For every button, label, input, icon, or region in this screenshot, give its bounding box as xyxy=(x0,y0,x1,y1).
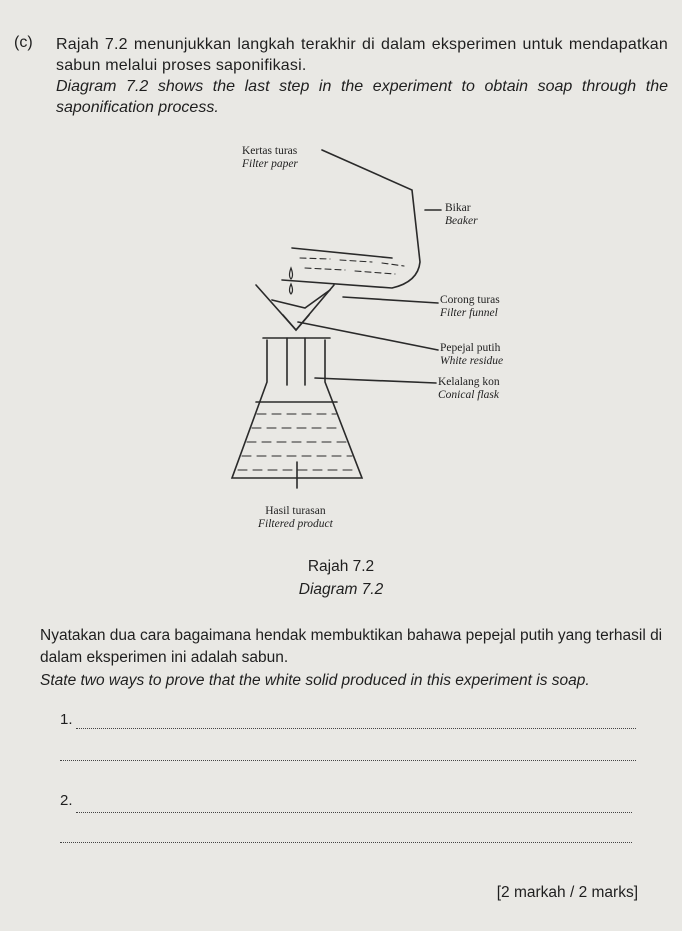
answer-line-1b[interactable] xyxy=(60,760,636,761)
label-residue-en: White residue xyxy=(440,355,504,367)
question-stem-malay: Rajah 7.2 menunjukkan langkah terakhir di dalam eksperimen untuk mendapatkan sabun melalui proses saponifikasi. xyxy=(56,36,668,74)
label-funnel-ms: Corong turas xyxy=(440,294,500,306)
question-stem-english: Diagram 7.2 shows the last step in the experiment to obtain soap through the saponification process. xyxy=(56,78,668,116)
label-beaker-ms: Bikar xyxy=(445,202,471,214)
question-label: (c) xyxy=(14,34,33,51)
answer-line-2b[interactable] xyxy=(60,842,632,843)
answer-line-1a[interactable] xyxy=(76,728,636,729)
drop-2 xyxy=(290,284,293,294)
label-beaker xyxy=(445,202,478,228)
label-conical-flask xyxy=(438,376,500,402)
diagram-caption-malay: Rajah 7.2 xyxy=(307,558,375,575)
label-white-residue xyxy=(440,342,503,368)
answer-number-2: 2. xyxy=(60,792,73,809)
label-filter-paper xyxy=(242,145,298,171)
label-filtered-product xyxy=(258,505,333,531)
instruction-malay: Nyatakan dua cara bagaimana hendak membuktikan bahawa pepejal putih yang terhasil di dalam eksperimen ini adalah sabun. xyxy=(40,627,663,666)
answer-line-2a[interactable] xyxy=(76,812,632,813)
label-funnel-en: Filter funnel xyxy=(440,307,498,319)
label-residue-ms: Pepejal putih xyxy=(440,342,501,354)
label-beaker-en: Beaker xyxy=(445,215,478,227)
marks-label: [2 markah / 2 marks] xyxy=(496,884,638,901)
answer-number-1: 1. xyxy=(60,711,73,728)
instruction-english: State two ways to prove that the white solid produced in this experiment is soap. xyxy=(40,672,590,689)
label-filter-funnel xyxy=(440,294,500,320)
drop-1 xyxy=(290,268,293,279)
label-flask-en: Conical flask xyxy=(438,389,500,401)
label-flask-ms: Kelalang kon xyxy=(438,376,500,388)
label-filter-paper-en: Filter paper xyxy=(242,158,298,170)
label-product-ms: Hasil turasan xyxy=(265,505,326,517)
conical-flask-drawing xyxy=(232,338,362,488)
beaker-drawing xyxy=(282,150,420,288)
diagram-caption-english: Diagram 7.2 xyxy=(298,581,384,598)
label-filter-paper-ms: Kertas turas xyxy=(242,145,298,157)
label-product-en: Filtered product xyxy=(258,518,333,530)
